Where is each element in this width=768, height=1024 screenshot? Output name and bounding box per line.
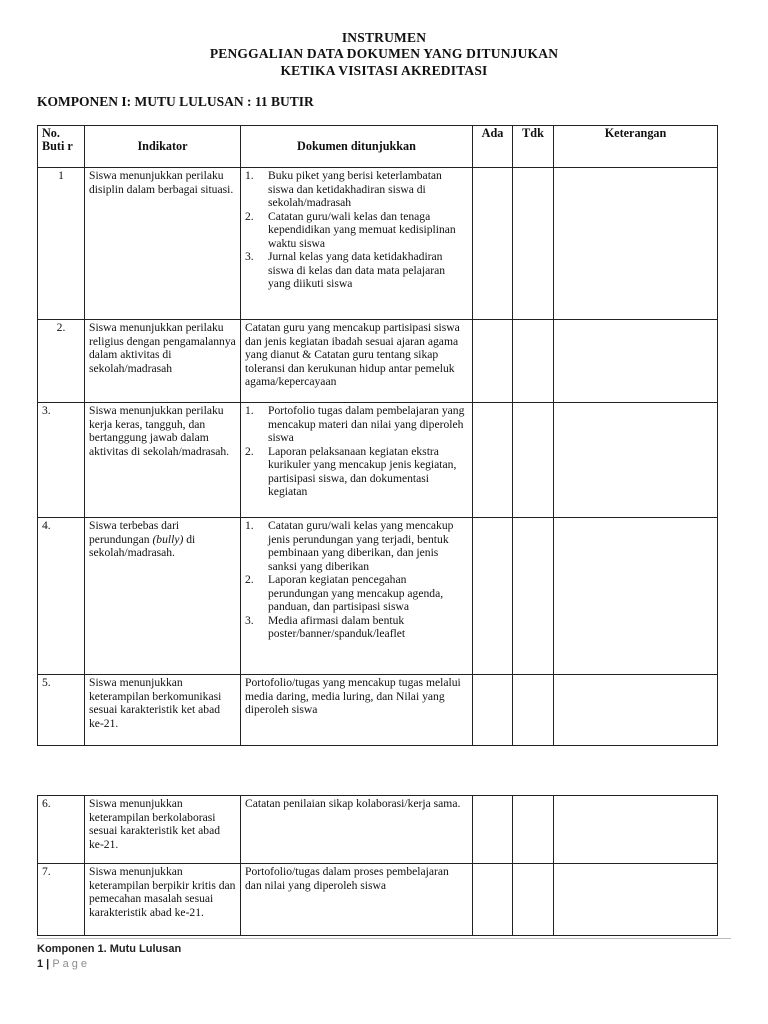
col-keterangan-header: Keterangan (554, 126, 718, 168)
row-dokumen (241, 168, 473, 320)
row-number: 3. (38, 403, 85, 518)
ada-cell[interactable] (473, 403, 513, 518)
list-item: 1. Portofolio tugas dalam pembelajaran yang mencakup materi dan nilai yang diperoleh siswa (245, 404, 465, 444)
table-row (38, 403, 718, 518)
doc-title-line2: PENGGALIAN DATA DOKUMEN YANG DITUNJUKAN (209, 46, 559, 61)
col-no-header: No. Buti r (38, 126, 85, 168)
list-item: 2. Laporan kegiatan pencegahan perundungan yang mencakup agenda, panduan, dan partisipasi siswa (245, 573, 444, 613)
row-number: 1 (38, 168, 85, 320)
doc-title-line1: INSTRUMEN (341, 30, 427, 45)
col-dokumen-header: Dokumen ditunjukkan (241, 126, 473, 168)
row-indikator: Siswa menunjukkan keterampilan berkolaborasi sesuai karakteristik ket abad ke-21. (85, 796, 241, 864)
tdk-cell[interactable] (513, 675, 554, 746)
tdk-cell[interactable] (513, 796, 554, 864)
list-item: 2. Laporan pelaksanaan kegiatan ekstra kurikuler yang mencakup jenis kegiatan, partisipasi siswa, dan dokumentasi kegiatan (245, 444, 457, 498)
table-row (38, 675, 718, 746)
table-row (38, 796, 718, 864)
page-word: Page (52, 958, 91, 970)
list-item: 3. Media afirmasi dalam bentuk poster/banner/spanduk/leaflet (245, 613, 406, 640)
footer-page (37, 958, 90, 970)
instrument-table-continued (37, 795, 718, 936)
row-dokumen: Catatan penilaian sikap kolaborasi/kerja sama. (241, 796, 473, 864)
ada-cell[interactable] (473, 320, 513, 403)
col-indikator-header: Indikator (85, 126, 241, 168)
row-indikator: Siswa terbebas dari perundungan (bully) di sekolah/madrasah. (85, 518, 241, 675)
table-row (38, 864, 718, 936)
keterangan-cell[interactable] (554, 675, 718, 746)
page-number: 1 | (37, 958, 50, 970)
instrument-table (37, 125, 718, 746)
footer-divider (37, 938, 731, 939)
bully-term: (bully) (152, 532, 184, 546)
row-dokumen: Portofolio/tugas dalam proses pembelajaran dan nilai yang diperoleh siswa (241, 864, 473, 936)
row-number: 4. (38, 518, 85, 675)
table-row (38, 518, 718, 675)
ada-cell[interactable] (473, 796, 513, 864)
row-indikator: Siswa menunjukkan perilaku kerja keras, tangguh, dan bertanggung jawab dalam aktivitas di sekolah/madrasah. (85, 403, 241, 518)
table-row (38, 320, 718, 403)
list-item: 1. Catatan guru/wali kelas yang mencakup jenis perundungan yang terjadi, bentuk pembinaan yang diberikan, dan jenis sanksi yang diberikan (245, 519, 454, 573)
row-dokumen: Catatan guru yang mencakup partisipasi siswa dan jenis kegiatan ibadah sesuai ajaran agama yang dianut & Catatan guru tentang sikap toleransi dan kerukunan hidup antar pemeluk agama/kepercayaan (241, 320, 473, 403)
row-indikator: Siswa menunjukkan perilaku disiplin dalam berbagai situasi. (85, 168, 241, 320)
row-number: 6. (38, 796, 85, 864)
keterangan-cell[interactable] (554, 518, 718, 675)
row-indikator: Siswa menunjukkan keterampilan berpikir kritis dan pemecahan masalah sesuai karakteristik abad ke-21. (85, 864, 241, 936)
table-header-row (38, 126, 718, 168)
ada-cell[interactable] (473, 168, 513, 320)
list-item: 2. Catatan guru/wali kelas dan tenaga kependidikan yang memuat kedisiplinan waktu siswa (245, 209, 456, 250)
keterangan-cell[interactable] (554, 403, 718, 518)
tdk-cell[interactable] (513, 320, 554, 403)
tdk-cell[interactable] (513, 403, 554, 518)
keterangan-cell[interactable] (554, 168, 718, 320)
table-row (38, 168, 718, 320)
col-tdk-header: Tdk (513, 126, 554, 168)
row-number: 7. (38, 864, 85, 936)
komponen-heading: KOMPONEN I: MUTU LULUSAN : 11 BUTIR (37, 94, 314, 109)
keterangan-cell[interactable] (554, 864, 718, 936)
ada-cell[interactable] (473, 675, 513, 746)
row-indikator: Siswa menunjukkan perilaku religius dengan pengamalannya dalam aktivitas di sekolah/madrasah (85, 320, 241, 403)
tdk-cell[interactable] (513, 864, 554, 936)
ada-cell[interactable] (473, 864, 513, 936)
tdk-cell[interactable] (513, 168, 554, 320)
row-dokumen (241, 518, 473, 675)
footer-section: Komponen 1. Mutu Lulusan (37, 943, 182, 955)
row-number: 2. (38, 320, 85, 403)
row-indikator: Siswa menunjukkan keterampilan berkomunikasi sesuai karakteristik ket abad ke-21. (85, 675, 241, 746)
list-item: 3. Jurnal kelas yang data ketidakhadiran siswa di kelas dan data mata pelajaran yang diikuti siswa (245, 250, 446, 290)
ada-cell[interactable] (473, 518, 513, 675)
doc-title-line3: KETIKA VISITASI AKREDITASI (280, 63, 488, 78)
row-number: 5. (38, 675, 85, 746)
row-dokumen (241, 403, 473, 518)
keterangan-cell[interactable] (554, 796, 718, 864)
list-item: 1. Buku piket yang berisi keterlambatan siswa dan ketidakhadiran siswa di sekolah/madrasah (245, 169, 442, 209)
tdk-cell[interactable] (513, 518, 554, 675)
keterangan-cell[interactable] (554, 320, 718, 403)
col-ada-header: Ada (473, 126, 513, 168)
row-dokumen: Portofolio/tugas yang mencakup tugas melalui media daring, media luring, dan Nilai yang diperoleh siswa (241, 675, 473, 746)
